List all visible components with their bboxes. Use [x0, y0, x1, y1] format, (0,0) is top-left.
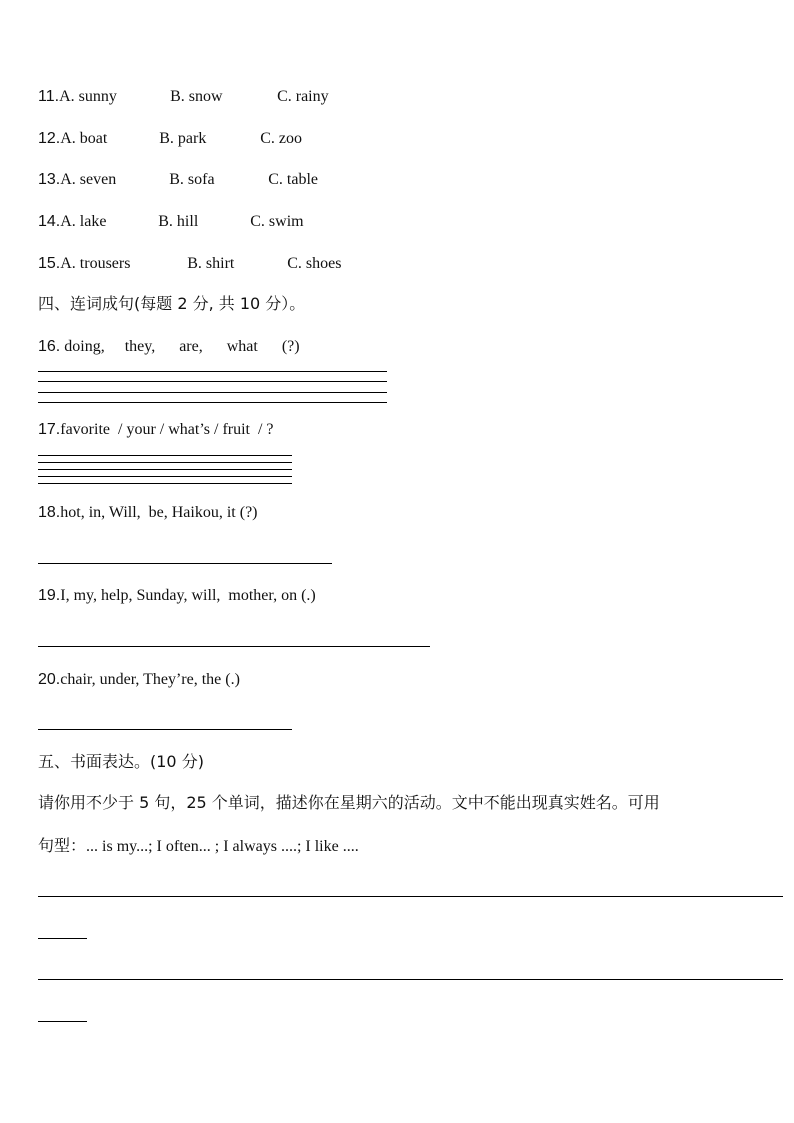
option-c: C. zoo — [260, 130, 303, 147]
section-5-heading: 五、书面表达。(10 分) — [38, 752, 204, 771]
writing-line-end[interactable] — [38, 938, 87, 939]
writing-instruction: 请你用不少于 5 句，25 个单词，描述你在星期六的活动。文中不能出现真实姓名。可用 — [38, 793, 660, 812]
patterns-label: 句型： — [38, 836, 87, 855]
question-number: 19. — [38, 587, 61, 604]
question-14 — [38, 212, 304, 232]
option-a: A. boat — [60, 130, 108, 147]
question-number: 17. — [38, 421, 61, 438]
option-b: B. snow — [170, 88, 223, 105]
question-12 — [38, 129, 302, 149]
question-number: 18. — [38, 504, 61, 521]
option-a: A. lake — [60, 213, 107, 230]
answer-line[interactable] — [38, 462, 292, 463]
word-list: chair, under, They’re, the (.) — [60, 671, 240, 688]
answer-line[interactable] — [38, 476, 292, 477]
question-number: 16. — [38, 338, 61, 355]
word-list: I, my, help, Sunday, will, mother, on (.) — [60, 587, 316, 604]
question-20 — [38, 670, 240, 690]
question-number: 12. — [38, 130, 61, 147]
word-list: hot, in, Will, be, Haikou, it (?) — [60, 504, 258, 521]
writing-line[interactable] — [38, 979, 783, 980]
option-b: B. shirt — [187, 255, 235, 272]
word-list: doing, they, are, what (?) — [60, 338, 300, 355]
answer-line[interactable] — [38, 729, 292, 730]
question-19 — [38, 586, 316, 606]
question-16 — [38, 337, 300, 357]
answer-line[interactable] — [38, 402, 387, 403]
question-15 — [38, 254, 341, 274]
option-b: B. sofa — [169, 171, 215, 188]
answer-line[interactable] — [38, 483, 292, 484]
word-list: favorite / your / what’s / fruit / ? — [60, 421, 274, 438]
question-number: 11. — [38, 88, 60, 105]
option-a: A. sunny — [59, 88, 117, 105]
answer-line[interactable] — [38, 381, 387, 382]
writing-line[interactable] — [38, 896, 783, 897]
answer-line[interactable] — [38, 469, 292, 470]
answer-line[interactable] — [38, 563, 332, 564]
question-number: 13. — [38, 171, 61, 188]
question-number: 15. — [38, 255, 61, 272]
option-c: C. table — [268, 171, 319, 188]
option-c: C. rainy — [277, 88, 329, 105]
writing-patterns — [38, 836, 359, 857]
answer-line[interactable] — [38, 392, 387, 393]
section-4-heading: 四、连词成句(每题 2 分, 共 10 分）。 — [38, 294, 306, 313]
question-number: 14. — [38, 213, 61, 230]
answer-line[interactable] — [38, 646, 430, 647]
question-13 — [38, 170, 318, 190]
answer-line[interactable] — [38, 455, 292, 456]
question-11 — [38, 87, 329, 107]
option-b: B. hill — [158, 213, 199, 230]
option-a: A. seven — [60, 171, 117, 188]
question-17 — [38, 420, 274, 440]
option-c: C. shoes — [287, 255, 342, 272]
option-a: A. trousers — [60, 255, 131, 272]
option-b: B. park — [159, 130, 207, 147]
question-number: 20. — [38, 671, 61, 688]
option-c: C. swim — [250, 213, 304, 230]
answer-line[interactable] — [38, 371, 387, 372]
patterns-text: ... is my...; I often... ; I always ....; I like .... — [86, 838, 359, 855]
writing-line-end[interactable] — [38, 1021, 87, 1022]
question-18 — [38, 503, 258, 523]
